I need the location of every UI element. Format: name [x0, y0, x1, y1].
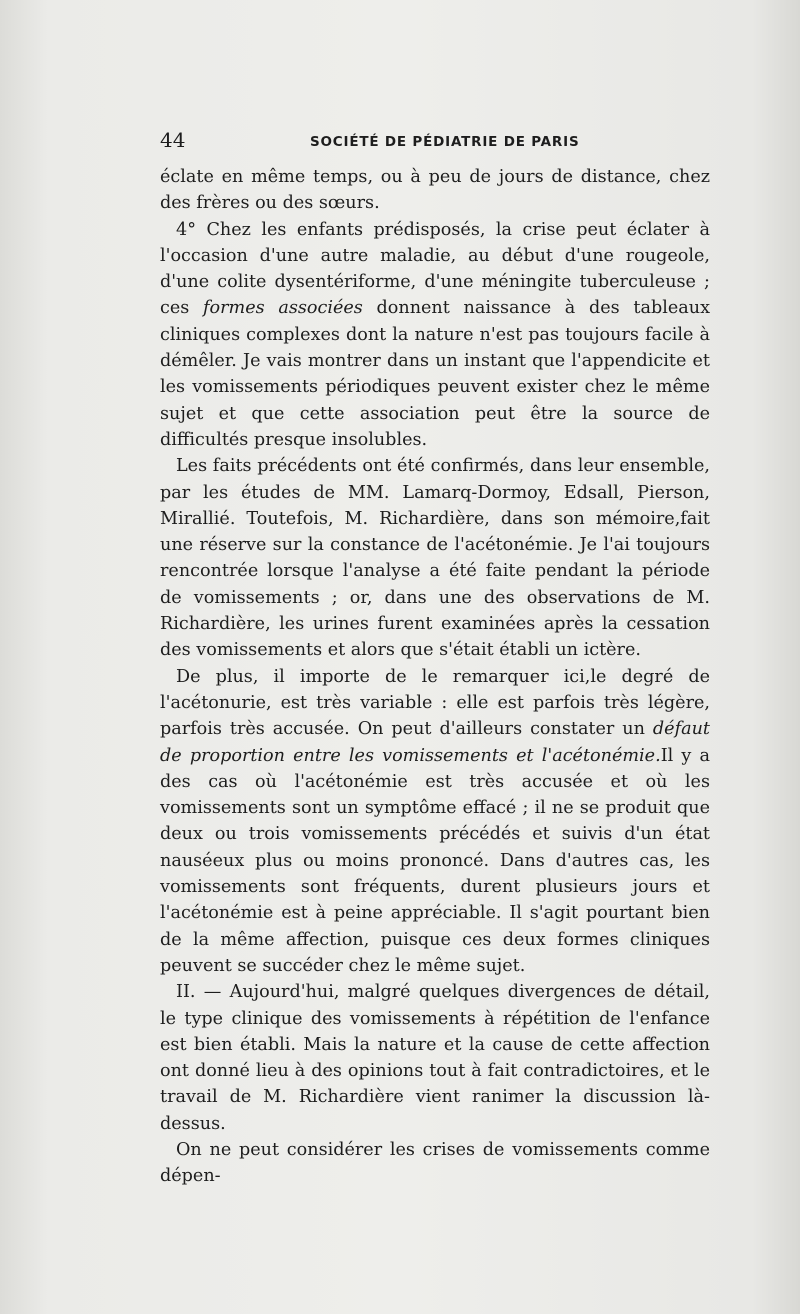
paragraph-2	[160, 217, 710, 454]
paragraph-4-italic: défaut de proportion entre les vomissements et l'acétonémie.	[160, 719, 710, 766]
paragraph-6	[160, 1137, 710, 1190]
paragraph-4-text-b: Il y a des cas où l'acétonémie est très accusée et où les vomissements sont un symptôme effacé ; il ne se produit que deux ou trois vomissements précédés et suivis d'un état nauséeux plus ou moins prononcé. Dans d'autres cas, les vomissements sont fréquents, durent plusieurs jours et l'acétonémie est à peine appréciable. Il s'agit pourtant bien de la même affection, puisque ces deux formes cliniques peuvent se succéder chez le même sujet.	[160, 745, 710, 976]
paragraph-1-text: éclate en même temps, ou à peu de jours de distance, chez des frères ou des sœurs.	[160, 167, 710, 214]
page-number: 44	[160, 128, 186, 152]
paragraph-2-italic: formes associées	[203, 298, 363, 319]
paragraph-6-text: On ne peut considérer les crises de vomissements comme dépen-	[160, 1139, 710, 1187]
paragraph-2-text-b: donnent naissance à des tableaux cliniques complexes dont la nature n'est pas toujours facile à démêler. Je vais montrer dans un instant que l'appendicite et les vomissements périodiques peuvent exister chez le même sujet et que cette association peut être la source de difficultés presque insolubles.	[160, 298, 710, 450]
paragraph-1	[160, 164, 710, 217]
paragraph-4	[160, 664, 710, 980]
paragraph-5-text: II. — Aujourd'hui, malgré quelques divergences de détail, le type clinique des vomissements à répétition de l'enfance est bien établi. Mais la nature et la cause de cette affection ont donné lieu à des opinions tout à fait contradictoires, et le travail de M. Richardière vient ranimer la discussion là-dessus.	[160, 982, 710, 1134]
paragraph-3	[160, 453, 710, 663]
paragraph-3-text: Les faits précédents ont été confirmés, dans leur ensemble, par les études de MM. Lamarq-Dormoy, Edsall, Pierson, Mirallié. Toutefois, M. Richardière, dans son mémoire,fait une réserve sur la constance de l'acétonémie. Je l'ai toujours rencontrée lorsque l'analyse a été faite pendant la période de vomissements ; or, dans une des observations de M. Richardière, les urines furent examinées après la cessation des vomissements et alors que s'était établi un ictère.	[160, 456, 710, 661]
running-title: SOCIÉTÉ DE PÉDIATRIE DE PARIS	[310, 134, 580, 150]
paragraph-5	[160, 979, 710, 1137]
page-header	[160, 128, 720, 156]
paragraph-4-text-a: De plus, il importe de le remarquer ici,le degré de l'acétonurie, est très variable : elle est parfois très légère, parfois très accusée. On peut d'ailleurs constater un	[160, 666, 710, 740]
paragraph-2-text-a: 4° Chez les enfants prédisposés, la crise peut éclater à l'occasion d'une autre maladie, au début d'une rougeole, d'une colite dysentériforme, d'une méningite tuberculeuse ; ces	[160, 219, 710, 319]
body-text	[160, 164, 710, 1190]
